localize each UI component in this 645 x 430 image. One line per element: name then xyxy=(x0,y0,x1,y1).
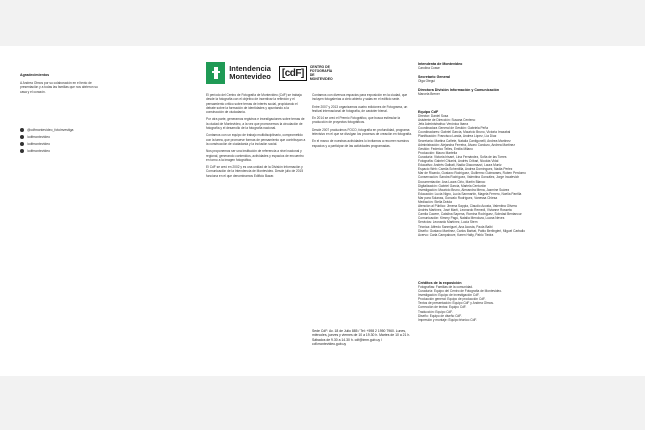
social-label: /cdfmontevideo xyxy=(27,142,50,146)
credit-title: Intendenta de Montevideo xyxy=(418,62,463,66)
credit-line: Corrección de textos: Equipo CdF. xyxy=(418,305,467,310)
staff-list xyxy=(418,114,538,237)
credit-line: Administración: Alejandra Ferreira, Álvaro Cardozo, Andrea Martínez xyxy=(418,142,515,147)
credit-line: Comunicación: Kimmy Pagú, Natalia Mendoza, Luana Neves xyxy=(418,216,505,221)
paragraph: Desde 2007 producimos FOCO, fotografía en profundidad, programa televisivo en el que se divulgan los procesos de creación en fotografía. xyxy=(312,127,412,137)
credit-line: Andrés Martínez, José Martí, Leonardo Remedi, Vivianne Rosseta xyxy=(418,208,512,213)
cdf-logo xyxy=(279,63,336,83)
paragraph: En 2014 se creó el Premio Fotográfico, que busca estimular la producción de proyectos fotográficos. xyxy=(312,116,401,125)
body-column-2 xyxy=(312,93,412,151)
instagram-icon xyxy=(20,128,24,132)
paragraph: Por otra parte, generamos registros e investigaciones sobre temas de la ciudad de Montevideo, a la vez que promovemos la circulación de fotografía y el desarrollo de la fotografía nacional. xyxy=(206,117,305,131)
credit-line: Técnica: Alfredo Sanmiguel, Ana Acosta, Paola Balbi xyxy=(418,224,493,229)
credit-line: Educación: Lucía Nigro, Lucía Sanmartín, Magela Ferrero, Noelia Parrilla xyxy=(418,191,522,196)
flickr-icon xyxy=(20,149,24,153)
intendencia-logo-icon xyxy=(206,62,225,84)
acknowledgements-title: Agradecimientos xyxy=(20,73,50,77)
credit-line: Jefa Administrativa: Verónica Ibarra xyxy=(418,122,469,127)
social-instagram[interactable] xyxy=(20,128,73,132)
credit-line: Carolina Cosse xyxy=(418,66,440,70)
imm-line1: Intendencia xyxy=(229,64,271,73)
credit-line: Educativo: Andrés Galbati, Nadia Giacomazzi, Laura Muniz xyxy=(418,163,502,168)
credit-group xyxy=(418,75,528,83)
body-column-1 xyxy=(206,93,306,181)
credit-line: Curaduría: Equipo del Centro de Fotografía de Montevideo. xyxy=(418,289,502,294)
credit-line: Coordinadores: Gabriel García, Mauricio Bruno, Victoria Irrazabal xyxy=(418,130,511,135)
credit-line: Asistente de Dirección: Susana Centeno xyxy=(418,118,476,123)
credit-line: Textos de presentación: Equipo CdF y Andrea Olmos. xyxy=(418,301,494,306)
credit-line: Conservación: Sandra Rodríguez, Valentina González, Jorge Incalevich xyxy=(418,175,520,180)
credit-title: Secretario General xyxy=(418,75,450,80)
paragraph: Nos proponemos ser una institución de referencia a nivel nacional y regional, generando contenidos, actividades y espacios de encuentro en torno a la imagen fotográfica. xyxy=(206,149,304,162)
credit-line: Curaduría: Victoria Irisarri, Lina Fernández, Sofía de las Torres xyxy=(418,154,507,159)
credit-line: Espacio Web: Camila Scherdilla, Andrea Domínguez, Nadia Perlez xyxy=(418,167,513,172)
credits-top xyxy=(418,62,528,101)
twitter-icon xyxy=(20,142,24,146)
address-block: Sede CdF: Av. 18 de Julio 885 / Tel: +598 2 1950 7960. Lunes, miércoles, jueves y viernes de 10 a 19.30 h. Martes de 10 a 21 h. Sábados de 9.30 a 14.30 h. cdf@imm.gub.uy / cdf.montevideo.gub.uy xyxy=(312,329,411,347)
credit-line: Atención al Público: Jimena Sappia, Claudio Acosta, Valentina Olivera xyxy=(418,204,517,209)
intendencia-logo-text xyxy=(229,65,271,81)
social-label: @cdfmontevideo_fotoinvestiga xyxy=(27,128,74,132)
paragraph: Contamos con un equipo de trabajo multidisciplinario, comprometido con la tarea, que promueve formas de pensamiento que contribuyan a la construcción de ciudadanía y la inclusión social. xyxy=(206,133,306,146)
paragraph: Entre 2007 y 2013 organizamos cuatro ediciones de Fotograma, un festival internacional de fotografía, de carácter bienal. xyxy=(312,104,408,113)
staff-title: Equipo CdF xyxy=(418,110,439,114)
credit-line: Coordinadora General de Gestión: Gabriela Peña xyxy=(418,126,488,131)
credit-line: Investigación: Equipo de investigación CdF. xyxy=(418,293,480,298)
staff-credits xyxy=(418,110,538,237)
header-logos xyxy=(206,62,336,84)
social-links xyxy=(20,128,73,156)
social-flickr[interactable] xyxy=(20,149,73,153)
credit-line: Mediación: Stella Dráda xyxy=(418,199,452,204)
social-facebook[interactable] xyxy=(20,135,73,139)
social-label: /cdfmontevideo xyxy=(27,149,50,153)
exhibition-credits-title: Créditos de la exposición xyxy=(418,281,462,285)
credit-line: Acervo: Carla Campabove, Karen Halty, Pablo Tiedra xyxy=(418,232,494,237)
facebook-icon xyxy=(20,135,24,139)
credit-group xyxy=(418,62,528,70)
credit-line: Planificación: Francisco Landa, Andrea López, Lía Díaz xyxy=(418,134,497,139)
credit-line: Diseño: Gustavo Martínez, Carlos Barbat, Pablo Berlingieri, Miguel Carballo xyxy=(418,228,526,233)
credit-line: Producción: Mauro Martella xyxy=(418,150,457,155)
cdf-logo-text xyxy=(310,65,336,81)
cdf-line2: FOTOGRAFÍA xyxy=(309,69,333,73)
credit-line: Secretaría: Martina Cañete, Natalia Cantigonelli, Andrea Martínez xyxy=(418,138,511,143)
credit-line: Servicios: Leonardo Martínez, Lucía Stern xyxy=(418,220,478,225)
tower-icon xyxy=(210,66,222,80)
paragraph: Contamos con diversos espacios para exposición en la ciudad, que incluyen fotogalerías a cielo abierto y salas en el edificio sede. xyxy=(312,93,408,102)
credit-line: Fotografías: Familias de la comunidad. xyxy=(418,285,473,289)
social-twitter[interactable] xyxy=(20,142,73,146)
paragraph: El período del Centro de Fotografía de Montevideo (CdF) se trabaja desde la fotografía con el objetivo de incentivar la reflexión y el pensamiento crítico sobre temas de interés social, propiciando el debate sobre la formación de identidades y apuntando a la construcción de ciudadanía. xyxy=(206,93,302,115)
cdf-line1: CENTRO DE xyxy=(309,65,330,69)
credit-line: Traducción: Equipo CdF. xyxy=(418,309,453,314)
cdf-line3: DE MONTEVIDEO xyxy=(309,73,333,81)
credit-line: Investigación: Mauricio Bruno, Alexandra Mena, Jazmine Suárez xyxy=(418,187,510,192)
social-label: /cdfmontevideo xyxy=(27,135,50,139)
paragraph: En el marco de nuestras actividades lo invitamos a recorrer nuestros espacios y a participar de las actividades programadas. xyxy=(312,139,409,148)
imm-line2: Montevideo xyxy=(229,72,271,81)
credit-line: Digitalización: Gabriel García, Mariela Centurión xyxy=(418,183,487,188)
credit-line: Camila Cacere, Catalina Sapena, Romina Rodríguez, Soledad Bentancur xyxy=(418,212,522,217)
credit-line: Fotografía: Gabriel Chiarini, Andrés Cribari, Nicolás Vidal xyxy=(418,159,499,164)
credit-line: Marcela Brener xyxy=(418,92,440,97)
acknowledgements-text: A Andrea Olmos por su colaboración en el texto de presentación y a todas las familias que nos abrieron su casa y el corazón. xyxy=(20,81,98,94)
credit-title: Directora División Información y Comunicación xyxy=(418,88,500,93)
credit-line: Documentación: Ana Laura Cirio, Martín Blanco xyxy=(418,179,486,184)
credit-line: Gestión: Federico Telles, Emilia Milano xyxy=(418,146,473,151)
credit-line: Director: Daniel Sosa xyxy=(418,114,449,118)
credit-group xyxy=(418,88,528,96)
cdf-mark: [cdF] xyxy=(279,66,307,81)
credit-line: Olga Otegui xyxy=(418,79,436,84)
credit-line: Mar de Ricardo, Gustavo Rodríguez, Guillermo Guimaraes, Ruben Perdomo xyxy=(418,171,526,176)
credit-line: Producción general: Equipo de producción CdF. xyxy=(418,297,486,302)
exhibition-credits xyxy=(418,281,568,322)
paragraph: El CdF se creó en 2002 y es una unidad de la División Información y Comunicación de la Intendencia de Montevideo. Desde julio de 2015 funciona en el que denominamos Edificio Bazar. xyxy=(206,165,304,178)
credit-line: Diseño: Equipo de diseño CdF. xyxy=(418,313,462,318)
credit-line: Impresión y montaje: Equipo técnico CdF. xyxy=(418,317,477,322)
credit-line: Mar para Solanas, Gonzalo Rodríguez, Vanessa Chiesa xyxy=(418,195,498,200)
exhibition-credits-list xyxy=(418,285,568,322)
